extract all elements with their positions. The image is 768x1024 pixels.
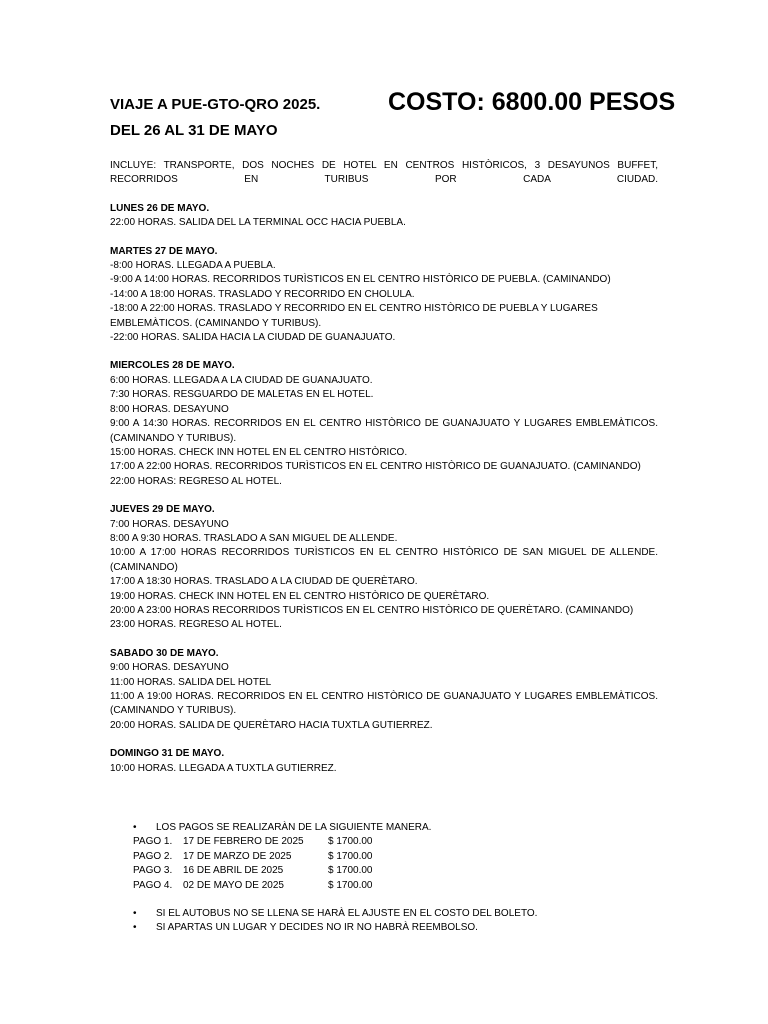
payment-row: [133, 850, 653, 864]
day-title-thursday: JUEVES 29 DE MAYO.: [110, 504, 215, 516]
itinerary-item: 20:00 HORAS. SALIDA DE QUERÈTARO HACIA TUXTLA GUTIERREZ.: [110, 719, 433, 731]
payment-row: [133, 879, 653, 893]
itinerary-item: 22:00 HORAS. SALIDA DEL LA TERMINAL OCC HACIA PUEBLA.: [110, 217, 406, 229]
itinerary-item: 11:00 HORAS. SALIDA DEL HOTEL: [110, 676, 272, 688]
payment-row: [133, 835, 653, 849]
payment-label: PAGO 3.: [133, 865, 173, 877]
day-title-saturday: SABADO 30 DE MAYO.: [110, 647, 219, 659]
payment-date: 17 DE FEBRERO DE 2025: [183, 836, 304, 848]
itinerary-item: 15:00 HORAS. CHECK INN HOTEL EN EL CENTRO HISTÒRICO.: [110, 446, 408, 458]
payments-section: [133, 821, 653, 936]
bullet-icon: •: [133, 922, 137, 934]
itinerary-item: 20:00 A 23:00 HORAS RECORRIDOS TURÌSTICOS EN EL CENTRO HISTÒRICO DE QUERÈTARO. (CAMINANDO): [110, 604, 634, 616]
note-text: SI EL AUTOBUS NO SE LLENA SE HARÀ EL AJUSTE EN EL COSTO DEL BOLETO.: [156, 908, 538, 920]
payment-amount: $ 1700.00: [328, 879, 373, 891]
itinerary-item: -9:00 A 14:00 HORAS. RECORRIDOS TURÌSTICOS EN EL CENTRO HISTÒRICO DE PUEBLA. (CAMINANDO): [110, 274, 611, 286]
day-title-sunday: DOMINGO 31 DE MAYO.: [110, 748, 225, 760]
itinerary-item: 6:00 HORAS. LLEGADA A LA CIUDAD DE GUANAJUATO.: [110, 374, 373, 386]
trip-title: VIAJE A PUE-GTO-QRO 2025.: [110, 96, 321, 113]
payment-amount: $ 1700.00: [328, 850, 373, 862]
payment-date: 16 DE ABRIL DE 2025: [183, 865, 284, 877]
day-title-tuesday: MARTES 27 DE MAYO.: [110, 245, 218, 257]
payment-row: [133, 864, 653, 878]
day-title-wednesday: MIERCOLES 28 DE MAYO.: [110, 360, 235, 372]
itinerary-item: -18:00 A 22:00 HORAS. TRASLADO Y RECORRIDO EN EL CENTRO HISTÒRICO DE PUEBLA Y LUGARES EMBLEMÀTICOS. (CAMINANDO Y TURIBUS).: [110, 303, 598, 329]
payment-date: 02 DE MAYO DE 2025: [183, 879, 284, 891]
itinerary-item: 9:00 A 14:30 HORAS. RECORRIDOS EN EL CENTRO HISTÒRICO DE GUANAJUATO Y LUGARES EMBLEMÀTICOS. (CAMINANDO Y TURIBUS).: [110, 418, 658, 444]
itinerary-body: [110, 159, 658, 776]
payment-date: 17 DE MARZO DE 2025: [183, 850, 292, 862]
itinerary-item: 8:00 HORAS. DESAYUNO: [110, 403, 229, 415]
itinerary-item: -14:00 A 18:00 HORAS. TRASLADO Y RECORRIDO EN CHOLULA.: [110, 288, 415, 300]
note-text: SI APARTAS UN LUGAR Y DECIDES NO IR NO HABRÀ REEMBOLSO.: [156, 922, 478, 934]
trip-cost: COSTO: 6800.00 PESOS: [388, 88, 676, 116]
payments-intro-text: LOS PAGOS SE REALIZARÀN DE LA SIGUIENTE MANERA.: [156, 822, 432, 833]
itinerary-item: 11:00 A 19:00 HORAS. RECORRIDOS EN EL CENTRO HISTÒRICO DE GUANAJUATO Y LUGARES EMBLEMÀTICOS. (CAMINANDO Y TURIBUS).: [110, 691, 658, 717]
itinerary-item: 10:00 A 17:00 HORAS RECORRIDOS TURÌSTICOS EN EL CENTRO HISTÒRICO DE SAN MIGUEL DE ALLENDE. (CAMINANDO): [110, 547, 658, 573]
payments-table: [133, 835, 653, 893]
payment-amount: $ 1700.00: [328, 836, 373, 848]
itinerary-item: 17:00 A 18:30 HORAS. TRASLADO A LA CIUDAD DE QUERÈTARO.: [110, 576, 418, 588]
itinerary-item: 22:00 HORAS: REGRESO AL HOTEL.: [110, 475, 282, 487]
includes-text: INCLUYE: TRANSPORTE, DOS NOCHES DE HOTEL EN CENTROS HISTÒRICOS, 3 DESAYUNOS BUFFET, RECORRIDOS EN TURIBUS POR CADA CIUDAD.: [110, 160, 658, 186]
payments-intro: [133, 821, 653, 835]
payment-label: PAGO 1.: [133, 836, 173, 848]
bullet-icon: •: [133, 822, 137, 833]
day-title-monday: LUNES 26 DE MAYO.: [110, 202, 210, 214]
note-bus-adjustment: [133, 907, 653, 921]
bullet-icon: •: [133, 908, 137, 920]
itinerary-item: 8:00 A 9:30 HORAS. TRASLADO A SAN MIGUEL DE ALLENDE.: [110, 532, 398, 544]
itinerary-item: 9:00 HORAS. DESAYUNO: [110, 662, 229, 674]
itinerary-item: 7:30 HORAS. RESGUARDO DE MALETAS EN EL HOTEL.: [110, 389, 374, 401]
itinerary-item: 7:00 HORAS. DESAYUNO: [110, 518, 229, 530]
trip-dates: DEL 26 AL 31 DE MAYO: [110, 122, 278, 139]
itinerary-item: -22:00 HORAS. SALIDA HACIA LA CIUDAD DE GUANAJUATO.: [110, 332, 396, 344]
itinerary-item: -8:00 HORAS. LLEGADA A PUEBLA.: [110, 260, 276, 272]
itinerary-item: 19:00 HORAS. CHECK INN HOTEL EN EL CENTRO HISTÒRICO DE QUERÈTARO.: [110, 590, 490, 602]
itinerary-item: 10:00 HORAS. LLEGADA A TUXTLA GUTIERREZ.: [110, 762, 337, 774]
note-no-refund: [133, 921, 653, 935]
title-row: [110, 88, 676, 122]
itinerary-item: 23:00 HORAS. REGRESO AL HOTEL.: [110, 619, 282, 631]
payment-amount: $ 1700.00: [328, 865, 373, 877]
itinerary-item: 17:00 A 22:00 HORAS. RECORRIDOS TURÌSTICOS EN EL CENTRO HISTÒRICO DE GUANAJUATO. (CAMINANDO): [110, 461, 641, 473]
payment-label: PAGO 2.: [133, 850, 173, 862]
payment-label: PAGO 4.: [133, 879, 173, 891]
